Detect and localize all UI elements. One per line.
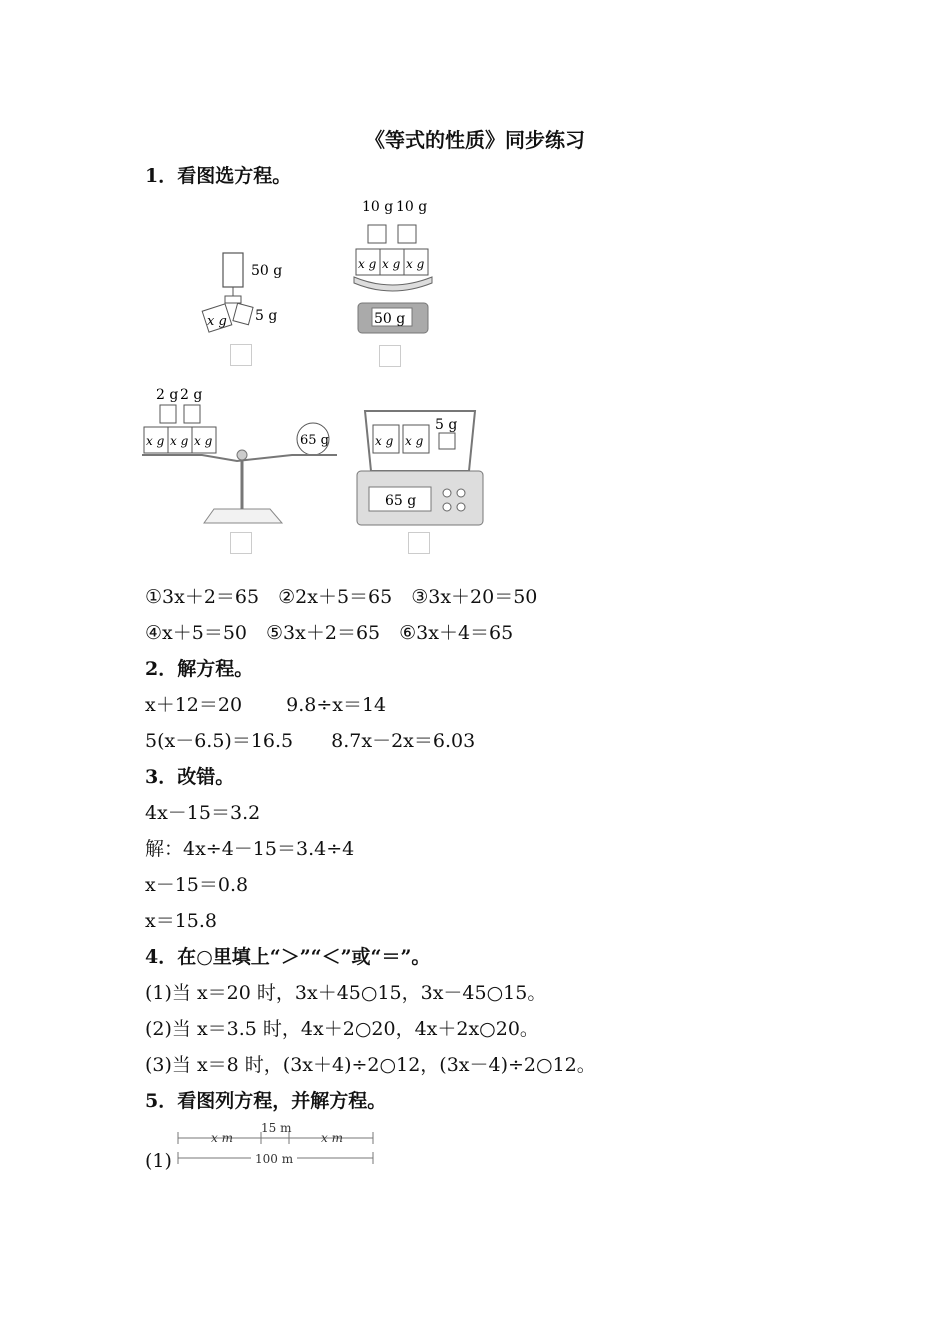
fig3-weight2: 2 g	[180, 387, 203, 403]
balance-figure	[142, 383, 342, 528]
q4-line1: (1)当 x＝20 时，3x＋45○15，3x－45○15。	[145, 982, 547, 1004]
q3-line3: x－15＝0.8	[145, 874, 249, 896]
page-title: 《等式的性质》同步练习	[365, 128, 585, 152]
hanging-weights-figure	[195, 245, 295, 340]
answer-box-4[interactable]	[408, 532, 430, 554]
q3-line1: 4x－15＝3.2	[145, 802, 261, 824]
fig3-x1: x g	[146, 434, 165, 448]
q4-line3: (3)当 x＝8 时，(3x＋4)÷2○12，(3x－4)÷2○12。	[145, 1054, 596, 1076]
fig4-x1: x g	[375, 434, 394, 448]
fig3-x2: x g	[170, 434, 189, 448]
q3-line4: x＝15.8	[145, 910, 218, 932]
q5-item-label: (1)	[145, 1150, 172, 1172]
line-segment-diagram	[175, 1118, 380, 1173]
q4-line2: (2)当 x＝3.5 时，4x＋2○20，4x＋2x○20。	[145, 1018, 539, 1040]
fig4-display: 65 g	[385, 493, 417, 509]
fig4-small-label: 5 g	[435, 417, 458, 433]
electronic-scale-figure	[355, 405, 485, 530]
q5-heading: 5．看图列方程，并解方程。	[145, 1090, 387, 1112]
fig1-small-label: 5 g	[255, 308, 278, 324]
q1-options-row2: ④x＋5＝50 ⑤3x＋2＝65 ⑥3x＋4＝65	[145, 622, 514, 644]
q2-heading: 2．解方程。	[145, 658, 254, 680]
seg3-label: x m	[321, 1131, 343, 1145]
q3-heading: 3．改错。	[145, 766, 235, 788]
fig2-scale-label: 50 g	[374, 311, 406, 327]
answer-box-3[interactable]	[230, 532, 252, 554]
fig4-x2: x g	[405, 434, 424, 448]
total-label: 100 m	[255, 1152, 294, 1166]
fig2-x2: x g	[382, 257, 401, 271]
fig1-x-label: x g	[207, 314, 227, 329]
answer-box-1[interactable]	[230, 344, 252, 366]
fig2-x3: x g	[406, 257, 425, 271]
fig2-weight1: 10 g	[362, 199, 394, 215]
seg2-label: 15 m	[261, 1121, 292, 1135]
q3-line2: 解：4x÷4－15＝3.4÷4	[145, 838, 355, 860]
q4-heading: 4．在○里填上“＞”“＜”或“＝”。	[145, 946, 431, 968]
fig3-x3: x g	[194, 434, 213, 448]
answer-box-2[interactable]	[379, 345, 401, 367]
fig3-weight1: 2 g	[156, 387, 179, 403]
seg1-label: x m	[211, 1131, 233, 1145]
q1-heading: 1．看图选方程。	[145, 165, 292, 187]
fig1-top-label: 50 g	[251, 263, 283, 279]
fig2-weight2: 10 g	[396, 199, 428, 215]
q2-row1: x＋12＝20 9.8÷x＝14	[145, 694, 387, 716]
fig3-ball-label: 65 g	[300, 433, 329, 448]
fig2-x1: x g	[358, 257, 377, 271]
scale-figure-1	[350, 195, 440, 340]
q1-options-row1: ①3x＋2＝65 ②2x＋5＝65 ③3x＋20＝50	[145, 586, 538, 608]
q2-row2: 5(x－6.5)＝16.5 8.7x－2x＝6.03	[145, 730, 476, 752]
